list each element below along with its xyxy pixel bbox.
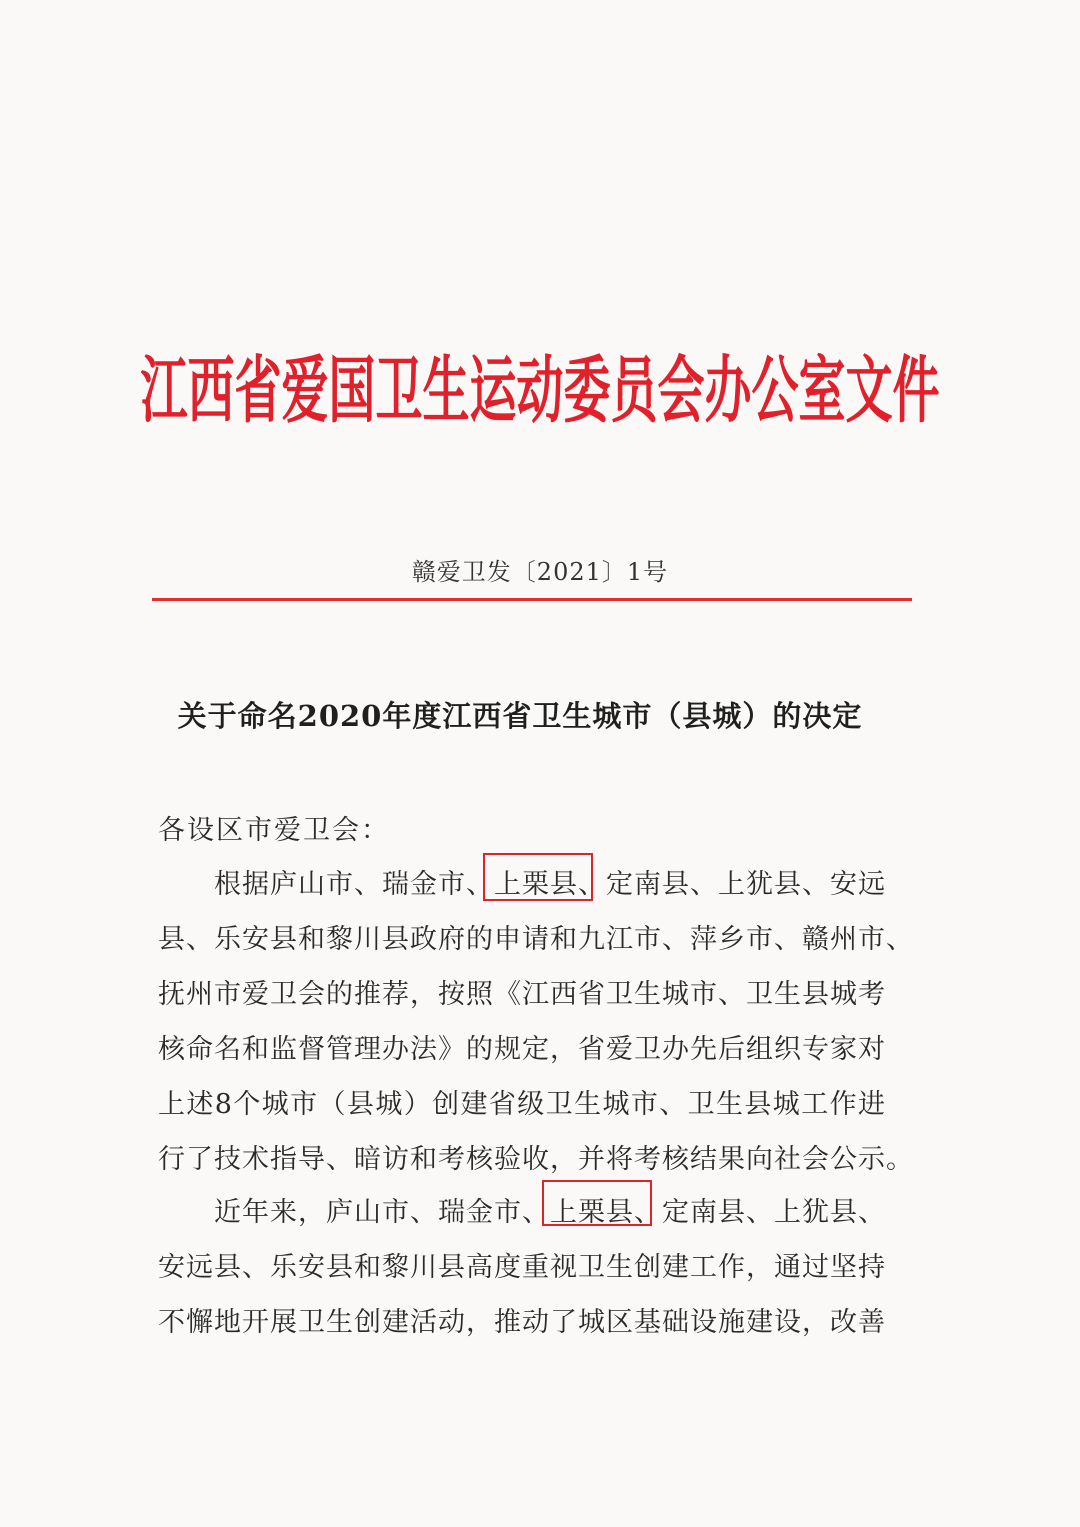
body-line: 近年来，庐山市、瑞金市、上栗县、定南县、上犹县、: [214, 1197, 886, 1228]
salutation: 各设区市爱卫会：: [158, 815, 390, 846]
highlight-box: [483, 853, 593, 901]
body-line: 核命名和监督管理办法》的规定，省爱卫办先后组织专家对: [158, 1034, 886, 1065]
body-line: 县、乐安县和黎川县政府的申请和九江市、萍乡市、赣州市、: [158, 924, 914, 955]
body-line: 不懈地开展卫生创建活动，推动了城区基础设施建设，改善: [158, 1307, 886, 1338]
body-line: 行了技术指导、暗访和考核验收，并将考核结果向社会公示。: [158, 1144, 914, 1175]
body-line: 安远县、乐安县和黎川县高度重视卫生创建工作，通过坚持: [158, 1252, 886, 1283]
body-line: 根据庐山市、瑞金市、上栗县、定南县、上犹县、安远: [214, 869, 886, 900]
body-line: 抚州市爱卫会的推荐，按照《江西省卫生城市、卫生县城考: [158, 979, 886, 1010]
issuer-header-title: 江西省爱国卫生运动委员会办公室文件: [140, 348, 940, 434]
document-number: 赣爱卫发〔2021〕1号: [411, 558, 669, 586]
red-divider-rule: [152, 598, 912, 601]
document-title: 关于命名2020年度江西省卫生城市（县城）的决定: [177, 699, 863, 733]
body-line: 上述8个城市（县城）创建省级卫生城市、卫生县城工作进: [158, 1089, 886, 1120]
highlight-box: [542, 1180, 652, 1226]
